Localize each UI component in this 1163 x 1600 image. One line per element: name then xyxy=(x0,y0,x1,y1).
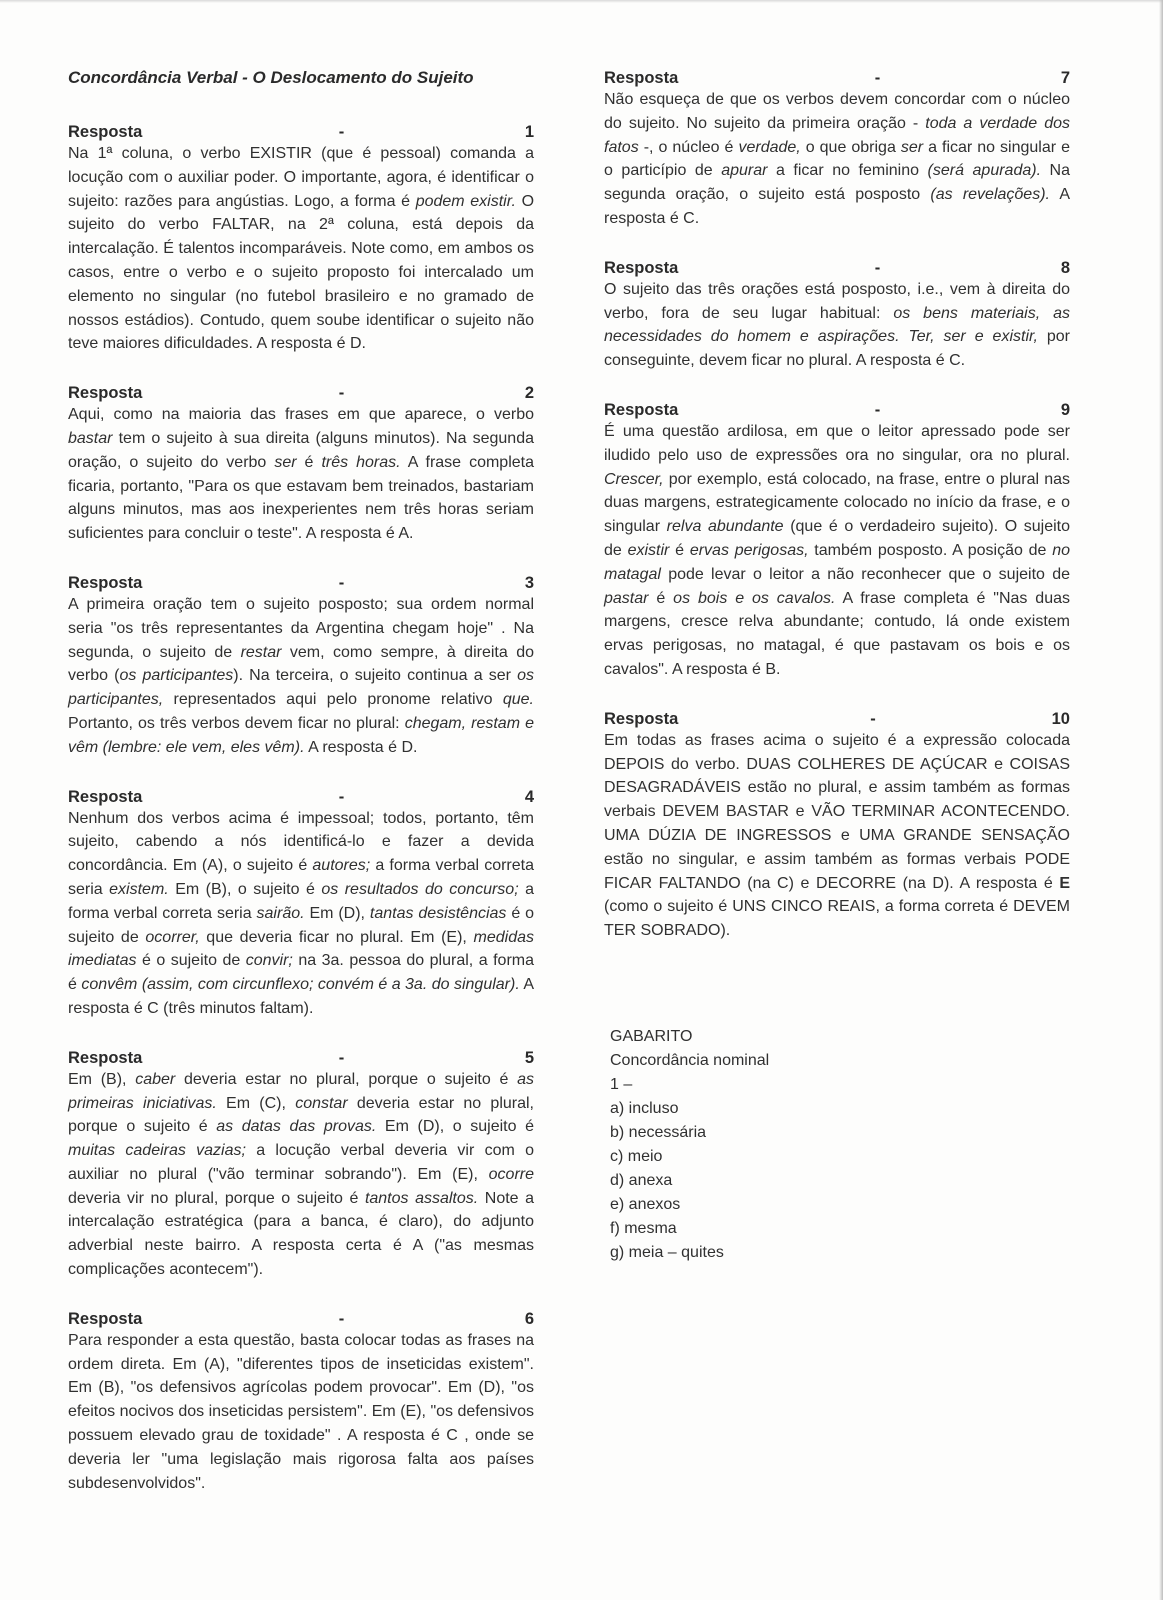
answer-header xyxy=(68,573,534,593)
answer-6 xyxy=(68,1309,534,1496)
answer-number: 1 xyxy=(524,123,534,141)
answer-dash: - xyxy=(338,1309,345,1328)
answer-header xyxy=(604,68,1070,88)
answer-dash: - xyxy=(338,123,345,141)
answer-header xyxy=(68,1048,534,1068)
answer-key-item: e) anexos xyxy=(610,1195,681,1213)
answer-label: Resposta xyxy=(604,709,679,728)
answer-key-item: c) meio xyxy=(610,1147,663,1165)
answer-number: 7 xyxy=(1060,69,1070,87)
answer-dash: - xyxy=(338,787,345,806)
answer-text: Em (B), caber deveria estar no plural, porque o sujeito é as primeiras iniciativas. Em (C), constar deveria estar no plural, porque o sujeito é as datas das provas. Em (D), o sujeito é muitas cadeiras vazias; a locução verbal deveria vir com o auxiliar no plural ("vão terminar sobrando"). Em (E), ocorre deveria vir no plural, porque o sujeito é tantos assaltos. Note a intercalação estratégica (para a banca, é claro), do adjunto adverbial neste bairro. A resposta certa é A ("as mesmas complicações acontecem"). xyxy=(68,1070,535,1279)
answer-label: Resposta xyxy=(68,1048,143,1067)
scan-edge-right xyxy=(1159,0,1163,1600)
answer-text: Em todas as frases acima o sujeito é a expressão colocada DEPOIS do verbo. DUAS COLHERES DE AÇÚCAR e COISAS DESAGRADÁVEIS estão no plural, e assim também as formas verbais DEVEM BASTAR e VÃO TERMINAR ACONTECENDO. UMA DÚZIA DE INGRESSOS e UMA GRANDE SENSAÇÃO estão no singular, e assim também as formas verbais PODE FICAR FALTANDO (na C) e DECORRE (na D). A resposta é E (como o sujeito é UNS CINCO REAIS, a forma correta é DEVEM TER SOBRADO). xyxy=(604,731,1070,940)
answer-text: Não esqueça de que os verbos devem concordar com o núcleo do sujeito. No sujeito da primeira oração - toda a verdade dos fatos -, o núcleo é verdade, o que obriga ser a ficar no singular e o particípio de apurar a ficar no feminino (será apurada). Na segunda oração, o sujeito está posposto (as revelações). A resposta é C. xyxy=(604,91,1071,227)
answer-header xyxy=(604,709,1070,729)
answer-10 xyxy=(604,709,1070,943)
answer-number: 10 xyxy=(1051,709,1070,728)
answer-8 xyxy=(604,258,1070,373)
answer-key xyxy=(604,1025,1070,1265)
answer-label: Resposta xyxy=(68,573,143,592)
answer-header xyxy=(68,787,534,807)
answer-key-number: 1 – xyxy=(610,1075,633,1093)
answer-key-item: d) anexa xyxy=(610,1171,673,1189)
answer-text: Na 1ª coluna, o verbo EXISTIR (que é pessoal) comanda a locução com o auxiliar poder. O importante, agora, é identificar o sujeito: razões para angústias. Logo, a forma é podem existir. O sujeito do verbo FALTAR, na 2ª coluna, está depois da intercalação. É talentos incomparáveis. Note como, em ambos os casos, entre o verbo e o sujeito proposto foi intercalado um elemento no singular (no futebol brasileiro e no gramado de nossos estádios). Contudo, quem soube identificar o sujeito não teve maiores dificuldades. A resposta é D. xyxy=(68,145,535,353)
answer-key-item: g) meia – quites xyxy=(610,1243,724,1261)
answer-text: O sujeito das três orações está posposto, i.e., vem à direita do verbo, fora de seu lugar habitual: os bens materiais, as necessidades do homem e aspirações. Ter, ser e existir, por conseguinte, devem ficar no plural. A resposta é C. xyxy=(604,280,1071,370)
scan-edge-top xyxy=(0,0,1163,3)
answer-number: 2 xyxy=(524,384,534,403)
answer-dash: - xyxy=(338,384,345,403)
answer-number: 6 xyxy=(524,1309,534,1328)
answer-number: 3 xyxy=(524,573,534,592)
answer-header xyxy=(68,383,534,403)
answer-dash: - xyxy=(338,573,345,592)
answer-4 xyxy=(68,787,534,1021)
answer-text: Nenhum dos verbos acima é impessoal; todos, portanto, têm sujeito, cabendo a nós identificá-lo e fazer a devida concordância. Em (A), o sujeito é autores; a forma verbal correta seria existem. Em (B), o sujeito é os resultados do concurso; a forma verbal correta seria sairão. Em (D), tantas desistências é o sujeito de ocorrer, que deveria ficar no plural. Em (E), medidas imediatas é o sujeito de convir; na 3a. pessoa do plural, a forma é convêm (assim, com circunflexo; convém é a 3a. do singular). A resposta é C (três minutos faltam). xyxy=(68,809,535,1017)
answer-number: 9 xyxy=(1060,400,1070,419)
answer-key-item: b) necessária xyxy=(610,1123,707,1141)
answer-7 xyxy=(604,68,1070,231)
answer-2 xyxy=(68,383,534,546)
answer-5 xyxy=(68,1048,534,1282)
answer-dash: - xyxy=(874,258,881,277)
page-title: Concordância Verbal - O Deslocamento do Sujeito xyxy=(68,68,474,87)
answer-header xyxy=(604,258,1070,278)
answer-key-item: a) incluso xyxy=(610,1099,679,1117)
answer-text: É uma questão ardilosa, em que o leitor apressado pode ser iludido pelo uso de expressões ora no singular, ora no plural. Crescer, por exemplo, está colocado, na frase, entre o plural nas duas margens, estrategicamente colocado no início da frase, e o singular relva abundante (que é o verdadeiro sujeito). O sujeito de existir é ervas perigosas, também posposto. A posição de no matagal pode levar o leitor a não reconhecer que o sujeito de pastar é os bois e os cavalos. A frase completa é "Nas duas margens, cresce relva abundante; contudo, lá onde existem ervas perigosas, no matagal, é que pastavam os bois e os cavalos". A resposta é B. xyxy=(604,422,1071,678)
answer-dash: - xyxy=(870,709,876,728)
answer-text: Para responder a esta questão, basta colocar todas as frases na ordem direta. Em (A), "diferentes tipos de inseticidas existem". Em (B), "os defensivos agrícolas podem provocar". Em (D), "os efeitos nocivos dos inseticidas persistem". Em (E), "os defensivos possuem elevado grau de toxidade" . A resposta é C , onde se deveria ler "uma legislação mais rigorosa falta aos países subdesenvolvidos". xyxy=(68,1331,534,1492)
right-column xyxy=(604,68,1070,1265)
answer-label: Resposta xyxy=(604,69,679,87)
answer-label: Resposta xyxy=(68,123,143,141)
answer-label: Resposta xyxy=(68,787,143,806)
answer-label: Resposta xyxy=(68,1309,143,1328)
answer-key-subheading: Concordância nominal xyxy=(610,1051,770,1069)
answer-dash: - xyxy=(338,1048,345,1067)
answer-number: 4 xyxy=(524,787,534,806)
answer-key-heading: GABARITO xyxy=(610,1027,693,1045)
answer-9 xyxy=(604,400,1070,682)
answer-text: A primeira oração tem o sujeito posposto; sua ordem normal seria "os três representantes da Argentina chegam hoje" . Na segunda, o sujeito de restar vem, como sempre, à direita do verbo (os participantes). Na terceira, o sujeito continua a ser os participantes, representados aqui pelo pronome relativo que. Portanto, os três verbos devem ficar no plural: chegam, restam e vêm (lembre: ele vem, eles vêm). A resposta é D. xyxy=(68,595,534,756)
answer-label: Resposta xyxy=(604,400,679,419)
answer-key-item: f) mesma xyxy=(610,1219,677,1237)
answer-dash: - xyxy=(874,69,881,87)
answer-text: Aqui, como na maioria das frases em que aparece, o verbo bastar tem o sujeito à sua direita (alguns minutos). Na segunda oração, o sujeito do verbo ser é três horas. A frase completa ficaria, portanto, "Para os que estavam bem treinados, bastariam alguns minutos, mas aos inexperientes nem três horas seriam suficientes para concluir o teste". A resposta é A. xyxy=(68,406,535,543)
answer-dash: - xyxy=(874,400,881,419)
answer-1 xyxy=(68,122,534,356)
answer-number: 5 xyxy=(524,1048,534,1067)
answer-header xyxy=(68,1309,534,1329)
answer-header xyxy=(604,400,1070,420)
left-column xyxy=(68,68,534,1495)
answer-label: Resposta xyxy=(604,258,679,277)
answer-header xyxy=(68,122,534,142)
answer-3 xyxy=(68,573,534,760)
answer-label: Resposta xyxy=(68,384,143,403)
answer-number: 8 xyxy=(1060,258,1070,277)
